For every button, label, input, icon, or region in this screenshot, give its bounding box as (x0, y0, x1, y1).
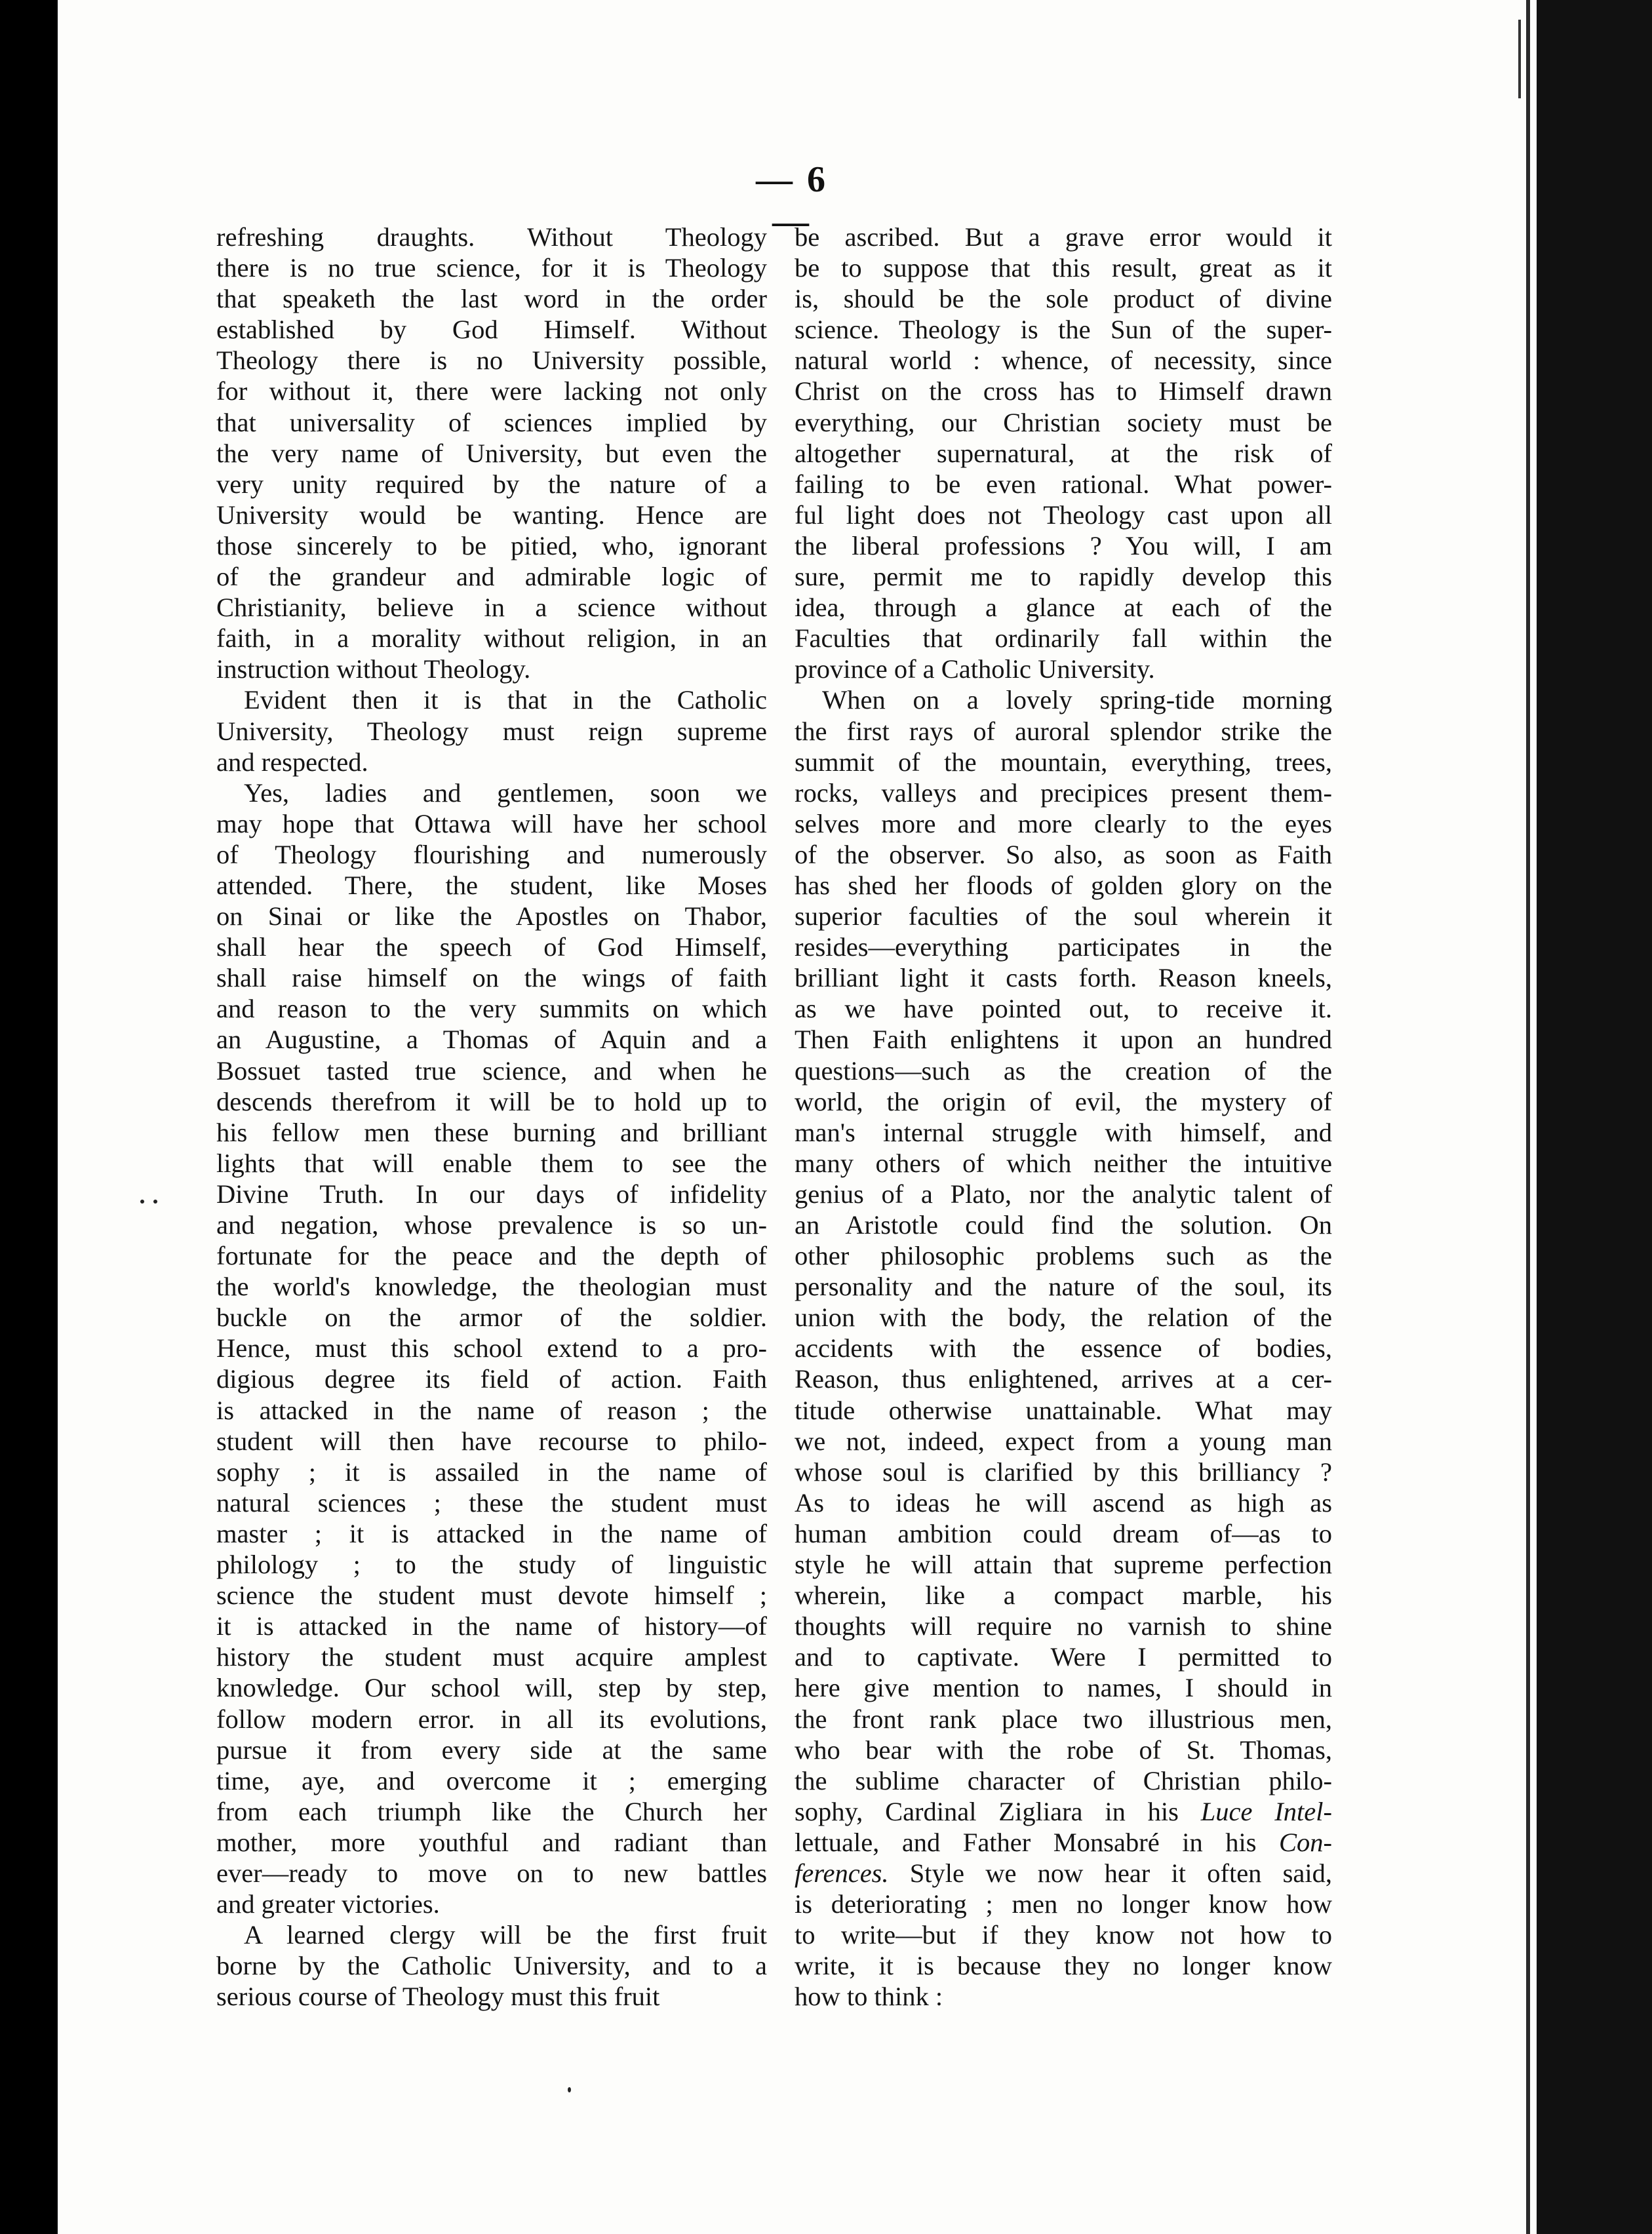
text-line: University, Theology must reign supreme (216, 716, 767, 746)
text-line: it is attacked in the name of history—of (216, 1611, 767, 1641)
text-line: Then Faith enlightens it upon an hundred (795, 1025, 1332, 1055)
text-line: that speaketh the last word in the order (216, 284, 767, 314)
text-line: established by God Himself. Without (216, 315, 767, 345)
text-line: summit of the mountain, everything, trees, (795, 747, 1332, 777)
text-line: shall raise himself on the wings of faith (216, 963, 767, 993)
text-line: and respected. (216, 747, 368, 777)
text-line: When on a lovely spring-tide morning (822, 685, 1332, 715)
text-line: selves more and more clearly to the eyes (795, 808, 1332, 838)
text-line: Christ on the cross has to Himself drawn (795, 376, 1332, 406)
text-line: brilliant light it casts forth. Reason kneels, (795, 963, 1332, 993)
text-line: of the observer. So also, as soon as Faith (795, 839, 1332, 869)
text-line: for without it, there were lacking not only (216, 376, 767, 406)
text-line: on Sinai or like the Apostles on Thabor, (216, 901, 767, 931)
text-line: Hence, must this school extend to a pro- (216, 1333, 767, 1363)
text-line: Evident then it is that in the Catholic (244, 685, 767, 715)
text-line: As to ideas he will ascend as high as (795, 1487, 1332, 1518)
text-line: and reason to the very summits on which (216, 994, 767, 1024)
text-line: is, should be the sole product of divine (795, 284, 1332, 314)
text-line: and negation, whose prevalence is so un- (216, 1210, 767, 1240)
text-line: questions—such as the creation of the (795, 1055, 1332, 1086)
text-line: that universality of sciences implied by (216, 407, 767, 437)
text-line: accidents with the essence of bodies, (795, 1333, 1332, 1363)
text-line: an Augustine, a Thomas of Aquin and a (216, 1025, 767, 1055)
text-line: resides—everything participates in the (795, 932, 1332, 962)
text-line: the liberal professions ? You will, I am (795, 530, 1332, 560)
text-line: how to think : (795, 1982, 943, 2012)
text-line: knowledge. Our school will, step by step, (216, 1673, 767, 1703)
text-line: pursue it from every side at the same (216, 1734, 767, 1765)
page-spine-shadow (1526, 0, 1530, 2234)
text-line: we not, indeed, expect from a young man (795, 1426, 1332, 1456)
text-line: Faculties that ordinarily fall within the (795, 623, 1332, 654)
text-line: Reason, thus enlightened, arrives at a cer- (795, 1364, 1332, 1394)
text-line: genius of a Plato, nor the analytic talent of (795, 1179, 1332, 1209)
text-line: the world's knowledge, the theologian must (216, 1272, 767, 1302)
text-line: instruction without Theology. (216, 654, 531, 684)
text-line: superior faculties of the soul wherein it (795, 901, 1332, 931)
text-line: philology ; to the study of linguistic (216, 1550, 767, 1580)
text-line: digious degree its field of action. Faith (216, 1364, 767, 1394)
text-line: an Aristotle could find the solution. On (795, 1210, 1332, 1240)
text-line: A learned clergy will be the first fruit (244, 1920, 767, 1950)
text-line: style he will attain that supreme perfection (795, 1550, 1332, 1580)
page-fold-mark (1518, 20, 1521, 98)
scan-speck (153, 1200, 157, 1204)
text-line: science. Theology is the Sun of the super- (795, 315, 1332, 345)
text-line: sure, permit me to rapidly develop this (795, 562, 1332, 592)
text-line: time, aye, and overcome it ; emerging (216, 1765, 767, 1795)
text-line: world, the origin of evil, the mystery of (795, 1086, 1332, 1116)
text-line: lettuale, and Father Monsabré in his Con- (795, 1827, 1332, 1857)
text-line: faith, in a morality without religion, in an (216, 623, 767, 654)
text-line: science the student must devote himself ; (216, 1580, 767, 1611)
text-line: many others of which neither the intuitive (795, 1148, 1332, 1178)
text-line: very unity required by the nature of a (216, 469, 767, 499)
text-line: his fellow men these burning and brilliant (216, 1117, 767, 1147)
text-line: be to suppose that this result, great as it (795, 253, 1332, 283)
scan-border-right (1537, 0, 1652, 2234)
text-line: there is no true science, for it is Theology (216, 253, 767, 283)
scan-speck (568, 2087, 571, 2092)
text-line: those sincerely to be pitied, who, ignorant (216, 530, 767, 560)
text-line: Christianity, believe in a science without (216, 593, 767, 623)
text-line: write, it is because they no longer know (795, 1951, 1332, 1981)
text-line: lights that will enable them to see the (216, 1148, 767, 1178)
text-line: and greater victories. (216, 1889, 440, 1919)
text-line: and to captivate. Were I permitted to (795, 1642, 1332, 1672)
text-line: refreshing draughts. Without Theology (216, 222, 767, 252)
text-line: mother, more youthful and radiant than (216, 1827, 767, 1857)
text-line: who bear with the robe of St. Thomas, (795, 1734, 1332, 1765)
text-line: everything, our Christian society must be (795, 407, 1332, 437)
text-line: the front rank place two illustrious men, (795, 1704, 1332, 1734)
text-line: human ambition could dream of—as to (795, 1518, 1332, 1548)
text-line: other philosophic problems such as the (795, 1241, 1332, 1271)
text-line: personality and the nature of the soul, its (795, 1272, 1332, 1302)
text-line: borne by the Catholic University, and to a (216, 1951, 767, 1981)
text-line: University would be wanting. Hence are (216, 500, 767, 530)
scan-speck (140, 1200, 144, 1204)
text-line: man's internal struggle with himself, and (795, 1117, 1332, 1147)
text-line: province of a Catholic University. (795, 654, 1155, 684)
text-line: be ascribed. But a grave error would it (795, 222, 1332, 252)
text-line: the first rays of auroral splendor strike the (795, 716, 1332, 746)
text-line: follow modern error. in all its evolutions, (216, 1704, 767, 1734)
text-line: master ; it is attacked in the name of (216, 1518, 767, 1548)
text-line: sophy ; it is assailed in the name of (216, 1457, 767, 1487)
text-line: the sublime character of Christian philo- (795, 1765, 1332, 1795)
text-line: serious course of Theology must this fruit (216, 1982, 660, 2012)
text-line: sophy, Cardinal Zigliara in his Luce Intel- (795, 1796, 1332, 1826)
text-line: natural world : whence, of necessity, since (795, 345, 1332, 376)
text-line: is deteriorating ; men no longer know how (795, 1889, 1332, 1919)
text-line: whose soul is clarified by this brilliancy ? (795, 1457, 1332, 1487)
text-line: history the student must acquire amplest (216, 1642, 767, 1672)
text-line: ful light does not Theology cast upon all (795, 500, 1332, 530)
text-line: altogether supernatural, at the risk of (795, 438, 1332, 468)
text-line: is attacked in the name of reason ; the (216, 1395, 767, 1425)
text-line: fortunate for the peace and the depth of (216, 1241, 767, 1271)
text-line: attended. There, the student, like Moses (216, 870, 767, 900)
text-column-left (216, 222, 767, 2012)
page-number: — 6 — (756, 159, 828, 242)
text-line: ever—ready to move on to new battles (216, 1858, 767, 1888)
text-line: rocks, valleys and precipices present them- (795, 777, 1332, 808)
text-line: ferences. Style we now hear it often said, (795, 1858, 1332, 1888)
text-line: as we have pointed out, to receive it. (795, 994, 1332, 1024)
text-line: here give mention to names, I should in (795, 1673, 1332, 1703)
text-line: thoughts will require no varnish to shine (795, 1611, 1332, 1641)
text-column-right (795, 222, 1332, 2012)
text-line: idea, through a glance at each of the (795, 593, 1332, 623)
text-line: Theology there is no University possible, (216, 345, 767, 376)
text-line: shall hear the speech of God Himself, (216, 932, 767, 962)
text-line: wherein, like a compact marble, his (795, 1580, 1332, 1611)
text-line: Yes, ladies and gentlemen, soon we (244, 777, 767, 808)
text-line: may hope that Ottawa will have her school (216, 808, 767, 838)
text-line: natural sciences ; these the student must (216, 1487, 767, 1518)
text-line: from each triumph like the Church her (216, 1796, 767, 1826)
text-line: descends therefrom it will be to hold up to (216, 1086, 767, 1116)
text-line: Bossuet tasted true science, and when he (216, 1055, 767, 1086)
text-line: titude otherwise unattainable. What may (795, 1395, 1332, 1425)
text-line: union with the body, the relation of the (795, 1303, 1332, 1333)
text-line: Divine Truth. In our days of infidelity (216, 1179, 767, 1209)
text-line: of Theology flourishing and numerously (216, 839, 767, 869)
text-line: has shed her floods of golden glory on the (795, 870, 1332, 900)
text-line: the very name of University, but even the (216, 438, 767, 468)
text-line: to write—but if they know not how to (795, 1920, 1332, 1950)
text-line: failing to be even rational. What power- (795, 469, 1332, 499)
text-line: of the grandeur and admirable logic of (216, 562, 767, 592)
text-line: buckle on the armor of the soldier. (216, 1303, 767, 1333)
text-line: student will then have recourse to philo- (216, 1426, 767, 1456)
